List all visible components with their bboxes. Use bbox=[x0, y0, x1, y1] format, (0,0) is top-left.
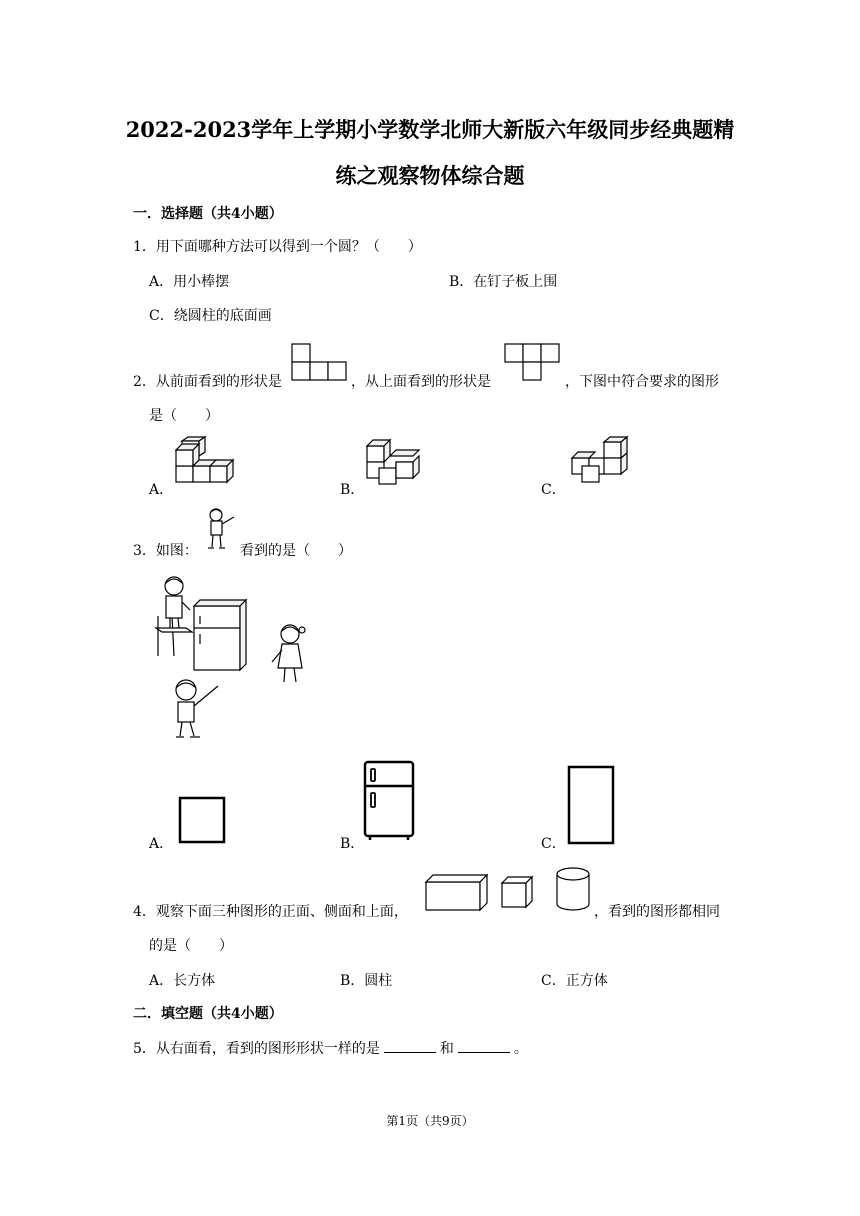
question-3-option-b: B． bbox=[340, 836, 365, 852]
question-2-stem-line2: 是（ ） bbox=[149, 408, 219, 424]
question-3-option-c: C． bbox=[541, 836, 566, 852]
question-2-option-b: B． bbox=[340, 482, 365, 498]
question-3-stem-part2: 看到的是（ ） bbox=[240, 543, 352, 559]
square-figure bbox=[178, 796, 228, 846]
question-2-option-a: A． bbox=[149, 482, 174, 498]
question-2-stem-part1: 2．从前面看到的形状是 bbox=[133, 374, 282, 390]
question-1-option-c: C．绕圆柱的底面画 bbox=[149, 308, 272, 324]
question-2-option-c: C． bbox=[541, 482, 566, 498]
question-4-stem-part2: ，看到的图形都相同 bbox=[594, 904, 720, 920]
tall-rectangle-figure bbox=[566, 765, 618, 847]
question-2-stem-part3: ，下图中符合要求的图形 bbox=[565, 374, 719, 390]
cube-stack-a bbox=[174, 436, 240, 486]
question-4-option-a: A．长方体 bbox=[149, 973, 216, 989]
page-title: 2022-2023学年上学期小学数学北师大新版六年级同步经典题精 bbox=[125, 117, 735, 142]
question-4-stem-line2: 的是（ ） bbox=[149, 938, 233, 954]
question-4-stem-part1: 4．观察下面三种图形的正面、侧面和上面， bbox=[133, 904, 408, 920]
answer-blank-1[interactable] bbox=[384, 1038, 436, 1053]
question-1-stem: 1．用下面哪种方法可以得到一个圆？（ ） bbox=[133, 239, 422, 255]
question-5-stem-part1: 5．从右面看，看到的图形形状一样的是 bbox=[133, 1041, 380, 1057]
question-5-stem bbox=[133, 1038, 528, 1058]
cube-stack-c bbox=[570, 436, 636, 486]
question-1-option-b: B．在钉子板上围 bbox=[449, 274, 558, 290]
cylinder-figure bbox=[553, 866, 593, 914]
question-3-option-a: A． bbox=[149, 836, 174, 852]
top-view-figure bbox=[503, 342, 563, 382]
question-5-and: 和 bbox=[439, 1041, 454, 1057]
cube-figure bbox=[500, 875, 536, 911]
question-2-stem-part2: ，从上面看到的形状是 bbox=[351, 374, 491, 390]
question-4-option-c: C．正方体 bbox=[541, 973, 608, 989]
question-4-option-b: B．圆柱 bbox=[340, 973, 393, 989]
question-3-stem-part1: 3．如图： bbox=[133, 543, 198, 559]
question-5-end: 。 bbox=[513, 1041, 528, 1057]
front-view-figure bbox=[290, 342, 350, 382]
question-1-option-a: A．用小棒摆 bbox=[149, 274, 230, 290]
refrigerator-figure bbox=[362, 760, 418, 842]
section-heading-fill: 二．填空题（共4小题） bbox=[133, 1006, 283, 1022]
page-title-line2: 练之观察物体综合题 bbox=[335, 163, 525, 188]
page-footer: 第1页（共9页） bbox=[386, 1114, 474, 1128]
answer-blank-2[interactable] bbox=[458, 1038, 510, 1053]
boy-pointing-icon bbox=[200, 505, 238, 553]
section-heading-choice: 一．选择题（共4小题） bbox=[133, 206, 283, 222]
cuboid-figure bbox=[424, 873, 490, 913]
scene-illustration bbox=[148, 572, 318, 742]
cube-stack-b bbox=[365, 436, 431, 486]
